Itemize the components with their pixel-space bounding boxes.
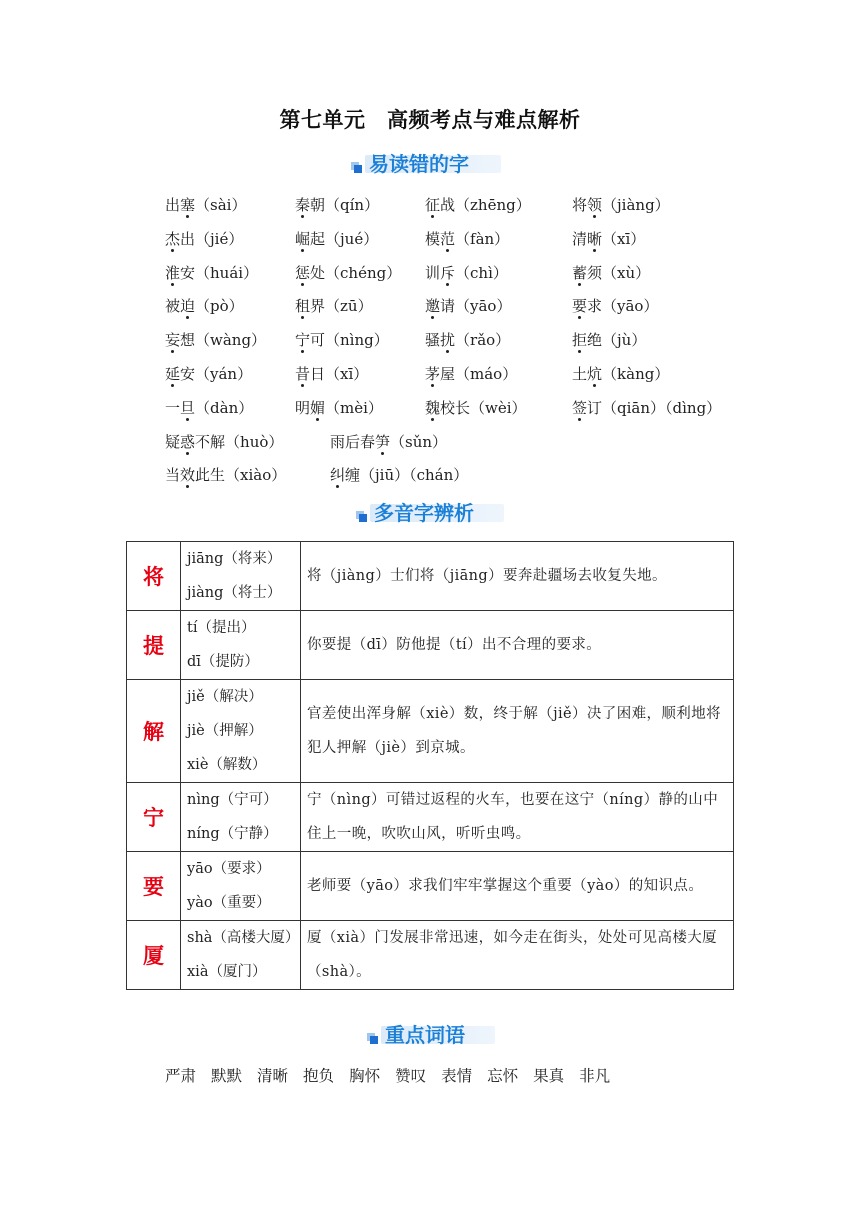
- emphasized-char: 签: [572, 398, 588, 417]
- emphasized-char: 旦: [180, 398, 196, 417]
- misread-word: [295, 363, 368, 384]
- polyphone-readings: [181, 783, 301, 852]
- misread-word: [425, 228, 509, 249]
- misread-word: [572, 329, 646, 350]
- reading-item: nìng（宁可）: [187, 792, 278, 808]
- section-title: 多音字辨析: [374, 501, 474, 525]
- emphasized-char: 领: [587, 196, 603, 214]
- word-text: 疑: [165, 432, 181, 451]
- section-title: 重点词语: [385, 1023, 465, 1047]
- misread-word: [572, 194, 670, 215]
- misread-word: [295, 397, 383, 418]
- word-pinyin: （mèi）: [325, 398, 383, 417]
- polyphone-char: 提: [127, 611, 181, 680]
- word-text: 训: [425, 263, 441, 282]
- emphasized-char: 崛: [295, 229, 311, 248]
- polyphone-char: 宁: [127, 783, 181, 852]
- word-pinyin: （pò）: [195, 297, 244, 316]
- reading-item: jiè（押解）: [187, 723, 263, 739]
- misread-word: [425, 194, 531, 215]
- word-pinyin: （kàng）: [602, 365, 670, 383]
- emphasized-char: 纠: [330, 466, 346, 485]
- misread-word: [165, 464, 286, 485]
- emphasized-char: 邀: [425, 297, 441, 316]
- misread-word: [572, 397, 721, 418]
- misread-word: [295, 194, 379, 215]
- emphasized-char: 蓄: [572, 263, 588, 282]
- section-title: 易读错的字: [369, 152, 469, 176]
- word-pinyin: （jiàng）: [602, 196, 670, 214]
- misread-word: [165, 431, 283, 452]
- reading-item: jiāng（将来）: [187, 551, 282, 567]
- polyphone-char: 厦: [127, 921, 181, 990]
- polyphone-readings: [181, 611, 301, 680]
- keyword-item: 非凡: [579, 1067, 611, 1085]
- reading-item: xià（厦门）: [187, 964, 267, 980]
- word-pinyin: 想（wàng）: [180, 331, 267, 350]
- word-pinyin: 安（huái）: [180, 263, 259, 282]
- emphasized-char: 魏: [425, 398, 441, 417]
- example-sentence: 你要提（dī）防他提（tí）出不合理的要求。: [301, 611, 734, 680]
- misread-word: [425, 363, 517, 384]
- word-text: 雨后春: [330, 432, 376, 451]
- misread-word: [165, 228, 243, 249]
- word-pinyin: 须（xù）: [587, 263, 651, 282]
- emphasized-char: 迫: [180, 297, 196, 316]
- emphasized-char: 晰: [587, 229, 603, 248]
- reading-item: dī（提防）: [187, 654, 259, 670]
- misread-word: [425, 329, 510, 350]
- emphasized-char: 笋: [375, 432, 391, 451]
- emphasized-char: 杰: [165, 229, 181, 248]
- emphasized-char: 惑: [180, 432, 196, 451]
- emphasized-char: 妄: [165, 331, 181, 350]
- keyword-item: 严肃: [165, 1067, 197, 1085]
- word-text: 清: [572, 229, 588, 248]
- keyword-item: 默默: [211, 1067, 243, 1085]
- word-text: 土: [572, 365, 588, 383]
- emphasized-char: 延: [165, 365, 181, 383]
- word-text: 明: [295, 398, 311, 417]
- word-pinyin: 订（qiān）（dìng）: [587, 398, 722, 417]
- misread-word: [165, 295, 244, 316]
- bullet-square-front: [354, 165, 362, 173]
- table-row: [127, 921, 734, 990]
- misread-word: [295, 262, 401, 283]
- keyword-item: 清晰: [257, 1067, 289, 1085]
- emphasized-char: 拒: [572, 331, 588, 350]
- word-pinyin: 屋（máo）: [440, 365, 518, 383]
- table-row: [127, 783, 734, 852]
- misread-word: [165, 262, 258, 283]
- table-row: [127, 542, 734, 611]
- emphasized-char: 效: [180, 466, 196, 485]
- word-pinyin: 起（jué）: [310, 229, 379, 248]
- emphasized-char: 茅: [425, 365, 441, 383]
- misread-word: [330, 464, 468, 485]
- reading-item: xiè（解数）: [187, 757, 267, 773]
- word-pinyin: 请（yāo）: [440, 297, 512, 316]
- reading-item: shà（高楼大厦）: [187, 930, 300, 946]
- polyphone-char: 将: [127, 542, 181, 611]
- table-row: [127, 680, 734, 783]
- word-text: 骚: [425, 331, 441, 350]
- emphasized-char: 宁: [295, 331, 311, 350]
- reading-item: jiàng（将士）: [187, 585, 282, 601]
- word-pinyin: 日（xī）: [310, 365, 369, 383]
- word-text: 将: [572, 196, 588, 214]
- polyphone-readings: [181, 680, 301, 783]
- misread-word: [295, 329, 389, 350]
- word-text: 出: [165, 196, 181, 214]
- emphasized-char: 斥: [440, 263, 456, 282]
- reading-item: yāo（要求）: [187, 861, 271, 877]
- word-pinyin: 朝（qín）: [310, 196, 380, 214]
- emphasized-char: 征: [425, 196, 441, 214]
- polyphone-readings: [181, 852, 301, 921]
- reading-item: tí（提出）: [187, 620, 256, 636]
- emphasized-char: 炕: [587, 365, 603, 383]
- table-row: [127, 852, 734, 921]
- example-sentence: 宁（nìng）可错过返程的火车，也要在这宁（níng）静的山中住上一晚，吹吹山风，听听虫鸣。: [301, 783, 734, 852]
- word-pinyin: 绝（jù）: [587, 331, 647, 350]
- word-pinyin: 出（jié）: [180, 229, 244, 248]
- word-pinyin: （sǔn）: [390, 432, 448, 451]
- misread-word: [330, 431, 447, 452]
- word-pinyin: 此生（xiào）: [195, 466, 287, 485]
- misread-word: [165, 363, 252, 384]
- emphasized-char: 塞: [180, 196, 196, 214]
- word-pinyin: （chì）: [455, 263, 508, 282]
- misread-word: [425, 295, 511, 316]
- misread-word: [165, 397, 253, 418]
- polyphone-readings: [181, 542, 301, 611]
- polyphone-char: 要: [127, 852, 181, 921]
- word-pinyin: 安（yán）: [180, 365, 253, 383]
- word-pinyin: 界（zū）: [310, 297, 373, 316]
- reading-item: yào（重要）: [187, 895, 271, 911]
- keyword-item: 赞叹: [395, 1067, 427, 1085]
- keyword-list: [165, 1064, 625, 1086]
- misread-word: [572, 295, 658, 316]
- word-pinyin: 缠（jiū）（chán）: [345, 466, 469, 485]
- emphasized-char: 要: [572, 297, 588, 316]
- reading-item: níng（宁静）: [187, 826, 278, 842]
- word-text: 模: [425, 229, 441, 248]
- emphasized-char: 租: [295, 297, 311, 316]
- example-sentence: 将（jiàng）士们将（jiāng）要奔赴疆场去收复失地。: [301, 542, 734, 611]
- misread-word: [425, 262, 508, 283]
- table-row: [127, 611, 734, 680]
- keyword-item: 表情: [441, 1067, 473, 1085]
- polyphone-table: [126, 541, 734, 990]
- word-text: 一: [165, 398, 181, 417]
- misread-word: [572, 262, 650, 283]
- word-text: 被: [165, 297, 181, 316]
- word-pinyin: 不解（huò）: [195, 432, 284, 451]
- word-pinyin: （xī）: [602, 229, 646, 248]
- polyphone-readings: [181, 921, 301, 990]
- example-sentence: 厦（xià）门发展非常迅速，如今走在街头，处处可见高楼大厦（shà）。: [301, 921, 734, 990]
- misread-word: [295, 295, 373, 316]
- misread-word: [165, 329, 266, 350]
- keyword-item: 抱负: [303, 1067, 335, 1085]
- misread-word: [295, 228, 378, 249]
- reading-item: jiě（解决）: [187, 689, 263, 705]
- misread-word: [572, 363, 669, 384]
- word-pinyin: （dàn）: [195, 398, 254, 417]
- polyphone-char: 解: [127, 680, 181, 783]
- example-sentence: 官差使出浑身解（xiè）数，终于解（jiě）决了困难，顺利地将犯人押解（jiè）到京城。: [301, 680, 734, 783]
- keyword-item: 胸怀: [349, 1067, 381, 1085]
- bullet-square-front: [359, 514, 367, 522]
- word-pinyin: （fàn）: [455, 229, 510, 248]
- emphasized-char: 范: [440, 229, 456, 248]
- keyword-item: 忘怀: [487, 1067, 519, 1085]
- misread-word: [572, 228, 645, 249]
- emphasized-char: 昔: [295, 365, 311, 383]
- misread-word: [165, 194, 246, 215]
- page-title: 第七单元 高频考点与难点解析: [279, 108, 581, 132]
- word-pinyin: 求（yāo）: [587, 297, 659, 316]
- emphasized-char: 秦: [295, 196, 311, 214]
- emphasized-char: 惩: [295, 263, 311, 282]
- misread-word: [425, 397, 527, 418]
- word-pinyin: 校长（wèi）: [440, 398, 527, 417]
- emphasized-char: 媚: [310, 398, 326, 417]
- word-pinyin: （sài）: [195, 196, 247, 214]
- word-pinyin: 处（chéng）: [310, 263, 402, 282]
- example-sentence: 老师要（yāo）求我们牢牢掌握这个重要（yào）的知识点。: [301, 852, 734, 921]
- word-pinyin: 可（nìng）: [310, 331, 389, 350]
- keyword-item: 果真: [533, 1067, 565, 1085]
- emphasized-char: 淮: [165, 263, 181, 282]
- word-text: 当: [165, 466, 181, 485]
- word-pinyin: （rǎo）: [455, 331, 511, 350]
- bullet-square-front: [370, 1036, 378, 1044]
- emphasized-char: 扰: [440, 331, 456, 350]
- word-pinyin: 战（zhēng）: [440, 196, 531, 214]
